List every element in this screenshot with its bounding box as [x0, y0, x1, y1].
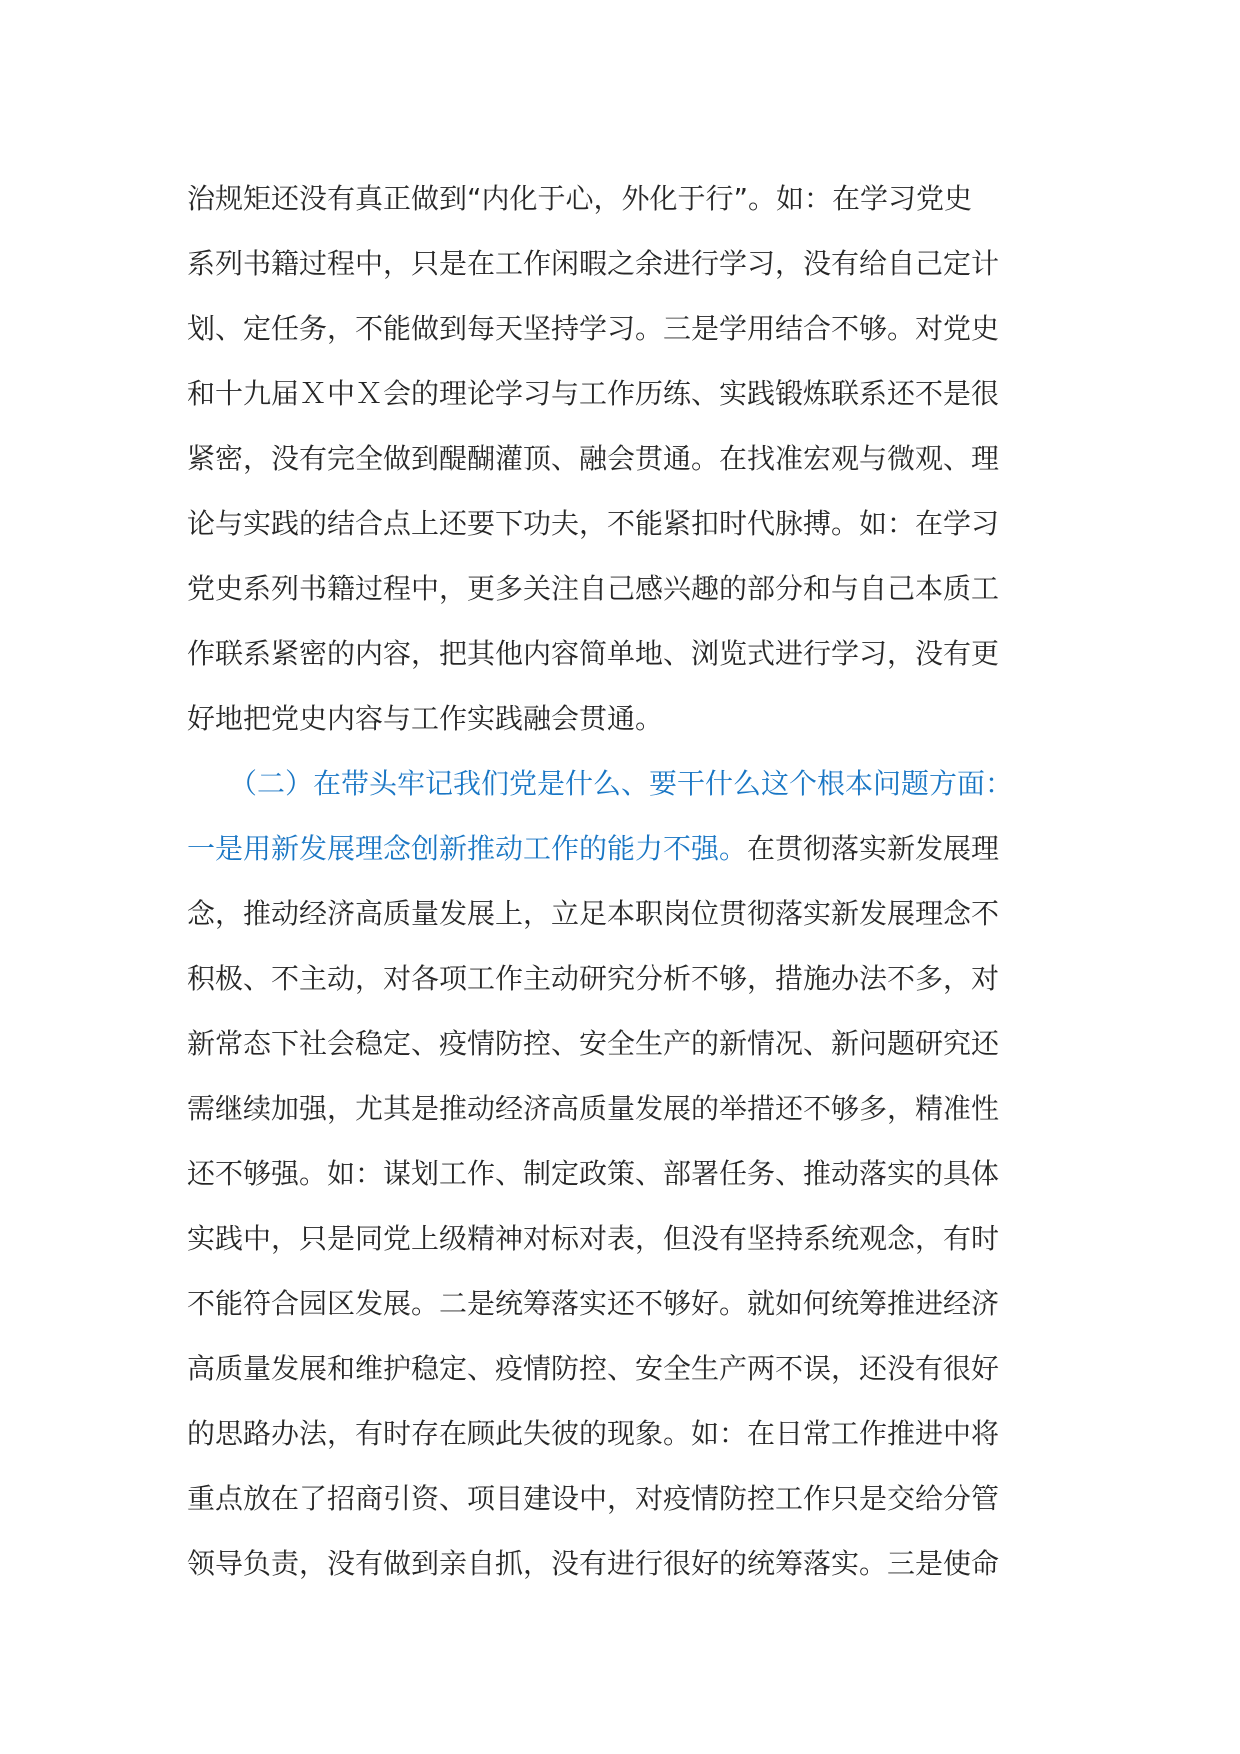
text-line-16: 还不够强。如：谋划工作、制定政策、部署任务、推动落实的具体: [187, 1157, 1000, 1190]
section-heading-line: [187, 751, 1087, 816]
indent: [187, 767, 243, 800]
point-heading: 一是用新发展理念创新推动工作的能力不强。: [187, 832, 748, 865]
body-text: [187, 166, 1087, 1596]
section-heading: （二）在带头牢记我们党是什么、要干什么这个根本问题方面：: [243, 767, 1014, 800]
text-line-12: 念，推动经济高质量发展上，立足本职岗位贯彻落实新发展理念不: [187, 897, 1000, 930]
text-line-6: 论与实践的结合点上还要下功夫，不能紧扣时代脉搏。如：在学习: [187, 507, 1000, 540]
text-line-9: 好地把党史内容与工作实践融会贯通。: [187, 702, 664, 735]
text-line-14: 新常态下社会稳定、疫情防控、安全生产的新情况、新问题研究还: [187, 1027, 1000, 1060]
text-line-5: 紧密，没有完全做到醍醐灌顶、融会贯通。在找准宏观与微观、理: [187, 442, 1000, 475]
text-line-11: 一是用新发展理念创新推动工作的能力不强。在贯彻落实新发展理: [187, 832, 1000, 865]
text-line-19: 高质量发展和维护稳定、疫情防控、安全生产两不误，还没有很好: [187, 1352, 1000, 1385]
text-line-15: 需继续加强，尤其是推动经济高质量发展的举措还不够多，精准性: [187, 1092, 1000, 1125]
text-line-21: 重点放在了招商引资、项目建设中，对疫情防控工作只是交给分管: [187, 1482, 1000, 1515]
text-line-18: 不能符合园区发展。二是统筹落实还不够好。就如何统筹推进经济: [187, 1287, 1000, 1320]
text-line-1: 治规矩还没有真正做到“内化于心，外化于行”。如：在学习党史: [187, 182, 973, 215]
text-line-13: 积极、不主动，对各项工作主动研究分析不够，措施办法不多，对: [187, 962, 1000, 995]
text-line-17: 实践中，只是同党上级精神对标对表，但没有坚持系统观念，有时: [187, 1222, 1000, 1255]
text-line-4: 和十九届Ｘ中Ｘ会的理论学习与工作历练、实践锻炼联系还不是很: [187, 377, 1000, 410]
text-line-20: 的思路办法，有时存在顾此失彼的现象。如：在日常工作推进中将: [187, 1417, 1000, 1450]
text-line-3: 划、定任务，不能做到每天坚持学习。三是学用结合不够。对党史: [187, 312, 1000, 345]
text-line-8: 作联系紧密的内容，把其他内容简单地、浏览式进行学习，没有更: [187, 637, 1000, 670]
text-line-2: 系列书籍过程中，只是在工作闲暇之余进行学习，没有给自己定计: [187, 247, 1000, 280]
text-line-7: 党史系列书籍过程中，更多关注自己感兴趣的部分和与自己本质工: [187, 572, 1000, 605]
text-line-22: 领导负责，没有做到亲自抓，没有进行很好的统筹落实。三是使命: [187, 1547, 1000, 1580]
